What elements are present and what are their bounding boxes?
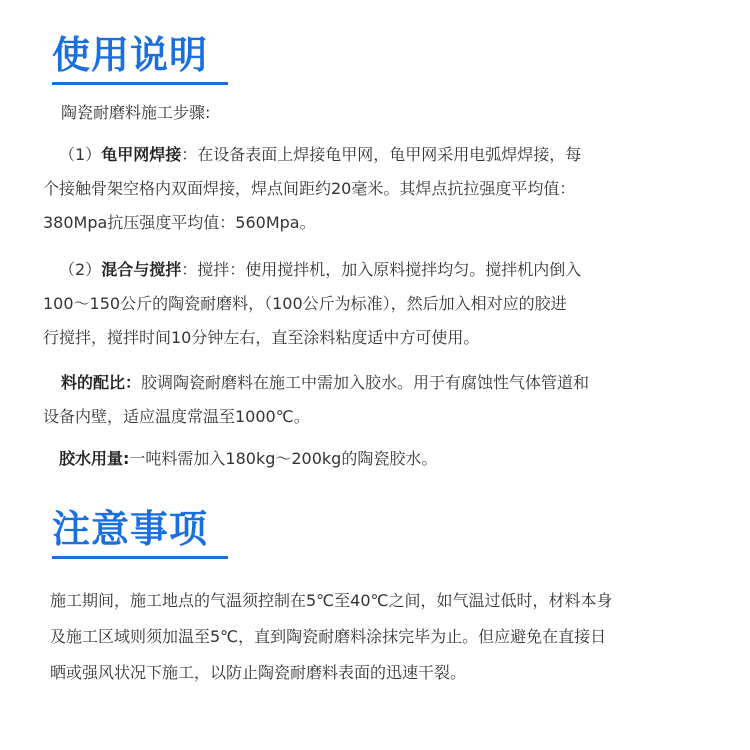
step1-line1-text: ：在设备表面上焊接龟甲网，龟甲网采用电弧焊焊接，每 — [181, 145, 582, 164]
notes-section-title: 注意事项 — [52, 507, 209, 551]
notes-title-underline — [52, 556, 228, 559]
usage-title-underline — [52, 82, 228, 85]
glue-label: 胶水用量: — [59, 449, 130, 468]
ratio-line2: 设备内壁，适应温度常温至1000℃。 — [43, 407, 310, 426]
step2-paragraph — [43, 253, 693, 355]
glue-paragraph — [43, 442, 693, 476]
intro-paragraph — [43, 96, 693, 130]
ratio-line1 — [43, 366, 693, 400]
step1-paragraph — [43, 138, 693, 240]
glue-line — [43, 442, 693, 476]
notes-line2: 及施工区域则须加温至5℃，直到陶瓷耐磨料涂抹完毕为止。但应避免在直接日 — [50, 627, 607, 646]
ratio-paragraph — [43, 366, 693, 434]
notes-paragraph — [50, 583, 710, 691]
step1-line3: 380Mpa抗压强度平均值：560Mpa。 — [43, 213, 316, 232]
step2-line1-text: ：搅拌：使用搅拌机，加入原料搅拌均匀。搅拌机内倒入 — [181, 260, 582, 279]
step2-label: 混合与搅拌 — [101, 260, 182, 279]
notes-line1: 施工期间，施工地点的气温须控制在5℃至40℃之间，如气温过低时，材料本身 — [50, 591, 613, 610]
intro-text: 陶瓷耐磨料施工步骤: — [61, 103, 211, 122]
step2-prefix: （2） — [59, 260, 102, 279]
step2-line2: 100～150公斤的陶瓷耐磨料，（100公斤为标准），然后加入相对应的胶进 — [43, 294, 567, 313]
step1-line2: 个接触骨架空格内双面焊接，焊点间距约20毫米。其焊点抗拉强度平均值： — [43, 179, 576, 198]
ratio-line1-text: 胶调陶瓷耐磨料在施工中需加入胶水。用于有腐蚀性气体管道和 — [141, 373, 590, 392]
glue-text: 一吨料需加入180kg～200kg的陶瓷胶水。 — [129, 449, 438, 468]
ratio-label: 料的配比： — [61, 373, 142, 392]
notes-line3: 晒或强风状况下施工，以防止陶瓷耐磨料表面的迅速干裂。 — [50, 663, 467, 682]
step2-line1 — [43, 253, 693, 287]
step1-line1 — [43, 138, 693, 172]
step2-line3: 行搅拌，搅拌时间10分钟左右，直至涂料粘度适中方可使用。 — [43, 328, 480, 347]
usage-section-title: 使用说明 — [52, 33, 209, 77]
step1-label: 龟甲网焊接 — [101, 145, 182, 164]
step1-prefix: （1） — [59, 145, 102, 164]
